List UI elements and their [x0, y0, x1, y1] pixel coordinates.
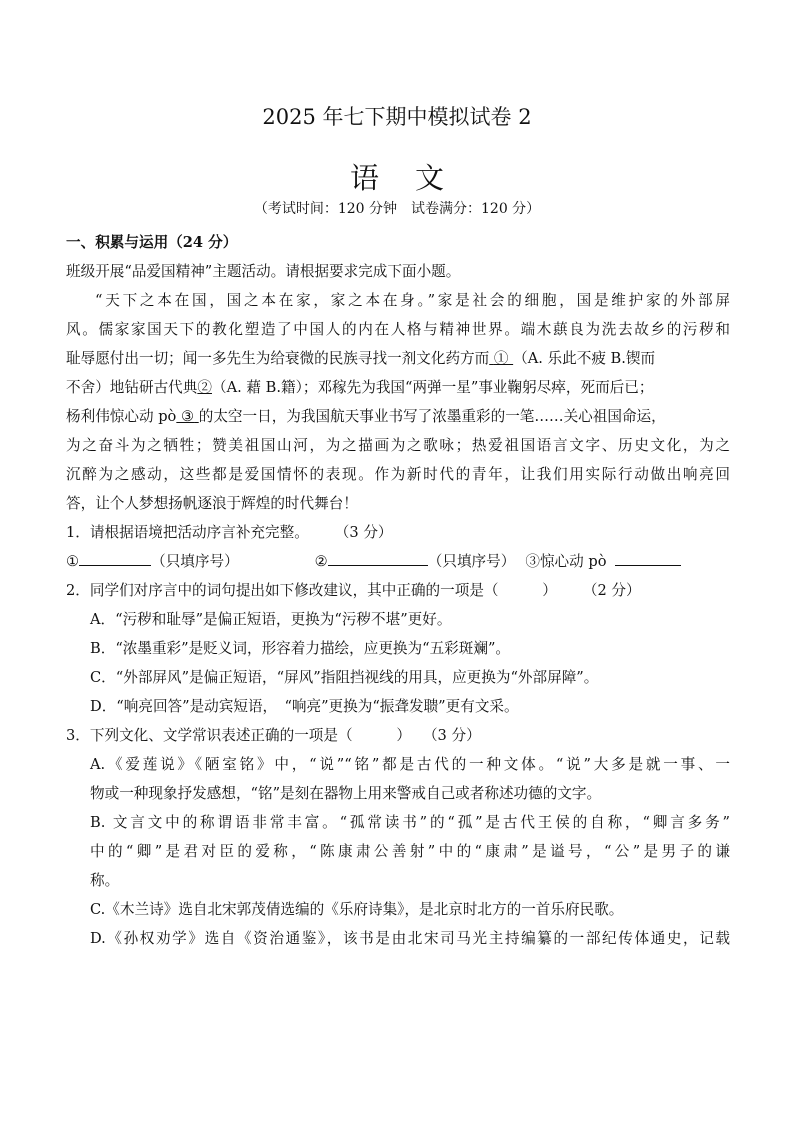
passage-line: 答，让个人梦想扬帆逐浪于辉煌的时代舞台！	[66, 495, 358, 512]
question-score: （3 分）	[334, 524, 393, 541]
answer-hint: （只填序号）	[427, 553, 516, 570]
passage-line: 风。儒家家国天下的教化塑造了中国人的内在人格与精神世界。端木蕻良为洗去故乡的污秽和	[66, 321, 730, 338]
blank-mark-3: ③	[180, 408, 195, 425]
answer-blank-3[interactable]	[615, 549, 681, 566]
blank-mark-1: ①	[493, 350, 509, 367]
section-intro: 班级开展“品爱国精神”主题活动。请根据要求完成下面小题。	[66, 263, 461, 280]
exam-content	[66, 228, 730, 953]
exam-info: （考试时间：120 分钟 试卷满分：120 分）	[253, 201, 541, 217]
option-d: D.《孙权劝学》选自《资治通鉴》，该书是由北宋司马光主持编纂的一部纪传体通史，记载	[90, 930, 730, 947]
passage-text: 的太空一日，为我国航天事业书写了浓墨重彩的一笔……关心祖国命运，	[198, 408, 666, 425]
option-b-cont: 中的“卿”是君对臣的爱称，“陈康肃公善射”中的“康肃”是谥号，“公”是男子的谦	[90, 843, 730, 860]
answer-label: ①	[66, 553, 80, 570]
passage-line	[66, 344, 730, 373]
answer-label: ②	[314, 553, 328, 570]
question-2	[66, 576, 730, 605]
subject-title: 语文	[349, 161, 480, 195]
option-d: D．“响亮回答”是动宾短语， “响亮”更换为“振聋发聩”更有文采。	[90, 698, 519, 715]
option-c: C.《木兰诗》选自北宋郭茂倩选编的《乐府诗集》，是北京时北方的一首乐府民歌。	[90, 901, 624, 918]
passage-line	[66, 373, 730, 402]
exam-title: 2025 年七下期中模拟试卷 2	[262, 105, 532, 129]
answer-blank-1[interactable]	[79, 549, 151, 566]
option-b: B．“浓墨重彩”是贬义词，形容着力描绘，应更换为“五彩斑斓”。	[90, 640, 511, 657]
passage-text: 不舍）地钻研古代典	[66, 379, 198, 396]
option-a: A．“污秽和耻辱”是偏正短语，更换为“污秽不堪”更好。	[90, 611, 452, 628]
question-3	[66, 721, 730, 750]
question-1	[66, 518, 730, 547]
option-a-cont: 物或一种现象抒发感想，“铭”是刻在器物上用来警戒自己或者称述功德的文字。	[90, 785, 602, 802]
passage	[66, 286, 730, 518]
answer-label: ③惊心动 pò	[525, 553, 607, 570]
question-stem: 2．同学们对序言中的词句提出如下修改建议，其中正确的一项是（ ）	[66, 582, 557, 599]
passage-line: 为之奋斗为之牺牲；赞美祖国山河，为之描画为之歌咏；热爱祖国语言文字、历史文化，为之	[66, 437, 730, 454]
option-b-cont: 称。	[90, 872, 120, 889]
answer-blank-2[interactable]	[328, 549, 428, 566]
question-stem: 1．请根据语境把活动序言补充完整。	[66, 524, 309, 541]
question-score: （2 分）	[582, 582, 641, 599]
question-1-answers	[66, 547, 730, 576]
passage-line: 沉醉为之感动，这些都是爱国情怀的表现。作为新时代的青年，让我们用实际行动做出响亮回	[66, 466, 730, 483]
option-c: C．“外部屏风”是偏正短语，“屏风”指阻挡视线的用具，应更换为“外部屏障”。	[90, 669, 599, 686]
option-b: B. 文言文中的称谓语非常丰富。“孤常读书”的“孤”是古代王侯的自称，“卿言多务”	[90, 814, 730, 831]
passage-text: 杨利伟惊心动 pò	[66, 408, 177, 425]
answer-hint: （只填序号）	[151, 553, 239, 570]
passage-line	[66, 402, 730, 431]
question-score: （3 分）	[422, 727, 481, 744]
passage-line: “天下之本在国，国之本在家，家之本在身。”家是社会的细胞，国是维护家的外部屏	[95, 292, 730, 309]
question-stem: 3．下列文化、文学常识表述正确的一项是（ ）	[66, 727, 411, 744]
passage-text: （A. 乐此不疲 B.锲而	[513, 350, 656, 367]
section-heading: 一、积累与运用（24 分）	[66, 234, 238, 251]
blank-mark-2: ②	[197, 379, 212, 396]
passage-text: 耻辱愿付出一切；闻一多先生为给衰微的民族寻找一剂文化药方而	[66, 350, 490, 367]
option-a: A.《爱莲说》《陋室铭》中，“说”“铭”都是古代的一种文体。“说”大多是就一事、一	[90, 756, 730, 773]
passage-text: （A. 藉 B.籍）；邓稼先为我国“两弹一星”事业鞠躬尽瘁，死而后已；	[211, 379, 654, 396]
